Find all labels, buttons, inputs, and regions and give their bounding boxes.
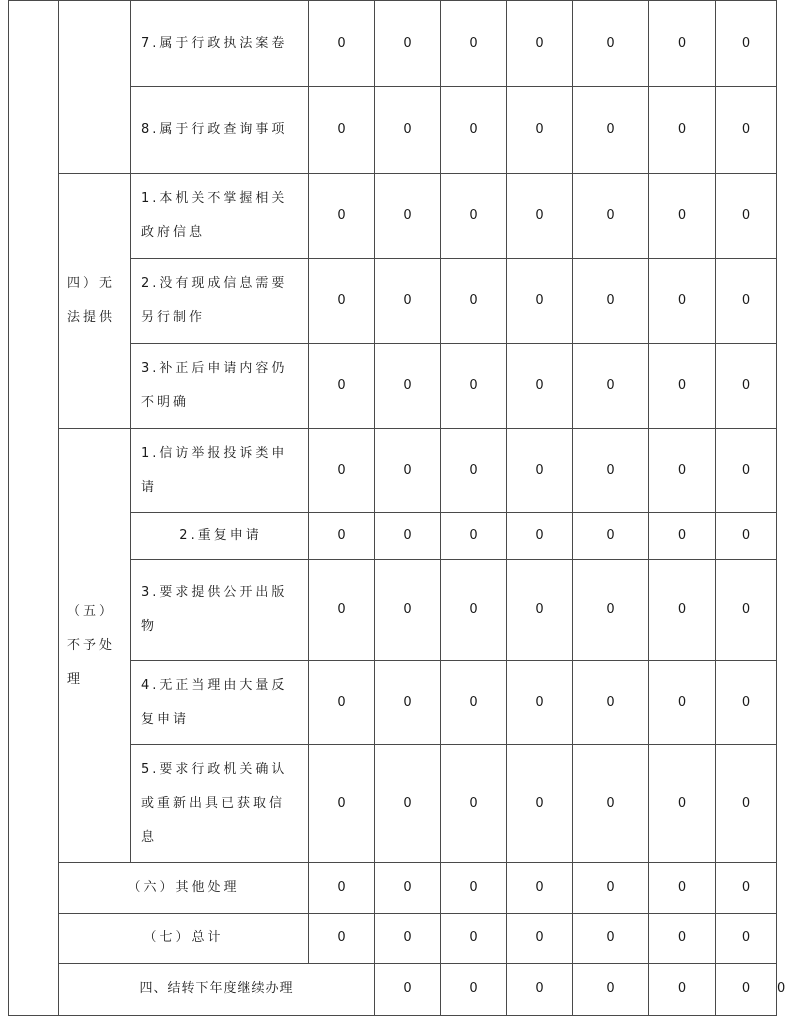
value-cell: 0 xyxy=(507,913,573,963)
value-cell: 0 xyxy=(716,660,777,744)
value-cell: 0 xyxy=(573,513,649,559)
value-cell: 0 xyxy=(309,559,375,660)
value-cell: 0 xyxy=(375,863,441,913)
value-cell: 0 xyxy=(649,87,716,173)
value-cell: 0 xyxy=(716,258,777,343)
value-cell: 0 xyxy=(309,660,375,744)
value-cell: 0 xyxy=(441,429,507,513)
value-cell: 0 xyxy=(309,863,375,913)
value-cell: 0 xyxy=(375,559,441,660)
table-row xyxy=(9,863,777,913)
value-cell: 0 xyxy=(441,745,507,863)
statistics-table xyxy=(8,0,785,1016)
value-cell: 0 xyxy=(309,429,375,513)
value-cell: 0 xyxy=(375,173,441,258)
value-cell: 0 xyxy=(716,87,777,173)
value-cell: 0 xyxy=(441,913,507,963)
row-label: 4.无正当理由大量反复申请 xyxy=(131,660,309,744)
value-cell: 0 xyxy=(375,344,441,429)
row-label: 3.补正后申请内容仍不明确 xyxy=(131,344,309,429)
value-cell: 0 xyxy=(649,863,716,913)
value-cell: 0 xyxy=(573,913,649,963)
value-cell: 0 xyxy=(375,913,441,963)
value-cell: 0 xyxy=(441,344,507,429)
value-cell: 0 xyxy=(441,660,507,744)
table-row xyxy=(9,913,777,963)
value-cell: 0 xyxy=(716,913,777,963)
value-cell: 0 xyxy=(309,745,375,863)
row-label: 1.信访举报投诉类申请 xyxy=(131,429,309,513)
value-cell: 0 xyxy=(573,1,649,87)
group-label-unable-to-provide: 四）无法提供 xyxy=(59,173,131,429)
value-cell: 0 xyxy=(309,913,375,963)
value-cell: 0 xyxy=(573,258,649,343)
value-cell: 0 xyxy=(649,745,716,863)
value-cell: 0 xyxy=(649,559,716,660)
value-cell: 0 xyxy=(507,1,573,87)
row-label: 2.重复申请 xyxy=(131,513,309,559)
value-cell: 0 xyxy=(507,87,573,173)
value-cell: 0 xyxy=(441,963,507,1015)
value-cell: 0 xyxy=(573,660,649,744)
value-cell: 0 xyxy=(716,1,777,87)
value-cell: 0 xyxy=(441,863,507,913)
value-cell: 0 xyxy=(649,660,716,744)
value-cell: 0 xyxy=(507,173,573,258)
value-cell: 0 xyxy=(507,963,573,1015)
value-cell: 0 xyxy=(375,258,441,343)
value-cell: 0 xyxy=(507,258,573,343)
value-cell: 0 xyxy=(649,963,716,1015)
value-cell: 0 xyxy=(573,963,649,1015)
value-cell: 0 xyxy=(441,87,507,173)
table-row xyxy=(9,173,777,258)
value-cell: 0 xyxy=(441,559,507,660)
left-margin-cell xyxy=(9,1,59,1016)
value-cell: 0 xyxy=(507,660,573,744)
value-cell: 0 xyxy=(309,258,375,343)
value-cell: 0 xyxy=(309,344,375,429)
value-cell: 0 xyxy=(716,745,777,863)
value-cell: 0 xyxy=(441,173,507,258)
row-label: 8.属于行政查询事项 xyxy=(131,87,309,173)
table-row xyxy=(9,429,777,513)
value-cell: 0 xyxy=(441,513,507,559)
value-cell: 0 xyxy=(309,87,375,173)
value-cell: 0 xyxy=(507,745,573,863)
row-label-total: （七）总计 xyxy=(59,913,309,963)
value-cell: 0 xyxy=(573,173,649,258)
value-cell: 0 xyxy=(716,429,777,513)
value-cell: 0 xyxy=(375,660,441,744)
value-cell: 0 xyxy=(649,173,716,258)
value-cell: 0 xyxy=(573,863,649,913)
value-cell: 0 xyxy=(573,559,649,660)
value-cell: 0 xyxy=(716,344,777,429)
value-cell: 0 xyxy=(649,258,716,343)
value-cell: 0 xyxy=(375,963,441,1015)
value-cell: 0 xyxy=(716,963,777,1015)
value-cell: 0 xyxy=(309,1,375,87)
row-label: 3.要求提供公开出版物 xyxy=(131,559,309,660)
value-cell: 0 xyxy=(375,87,441,173)
row-label: 1.本机关不掌握相关政府信息 xyxy=(131,173,309,258)
value-cell: 0 xyxy=(573,87,649,173)
row-label-carry-over: 四、结转下年度继续办理 xyxy=(59,963,375,1015)
table-row: 四、结转下年度继续办理 0 0 0 0 0 0 0 xyxy=(9,963,777,1015)
value-cell: 0 xyxy=(716,863,777,913)
value-cell: 0 xyxy=(507,559,573,660)
value-cell: 0 xyxy=(649,344,716,429)
value-cell: 0 xyxy=(375,1,441,87)
value-cell: 0 xyxy=(309,513,375,559)
row-label: 5.要求行政机关确认或重新出具已获取信息 xyxy=(131,745,309,863)
group-label-not-processed: （五）不予处理 xyxy=(59,429,131,863)
value-cell: 0 xyxy=(375,513,441,559)
value-cell: 0 xyxy=(649,913,716,963)
value-cell: 0 xyxy=(573,344,649,429)
value-cell: 0 xyxy=(649,429,716,513)
value-cell: 0 xyxy=(441,258,507,343)
value-cell: 0 xyxy=(573,429,649,513)
value-cell: 0 xyxy=(716,173,777,258)
value-cell: 0 xyxy=(573,745,649,863)
value-cell: 0 xyxy=(716,559,777,660)
row-label-other-processing: （六）其他处理 xyxy=(59,863,309,913)
table-row xyxy=(9,1,777,87)
group-cell-empty xyxy=(59,1,131,174)
row-label: 7.属于行政执法案卷 xyxy=(131,1,309,87)
value-cell: 0 xyxy=(649,1,716,87)
row-label: 2.没有现成信息需要另行制作 xyxy=(131,258,309,343)
value-cell: 0 xyxy=(375,429,441,513)
value-cell: 0 xyxy=(507,429,573,513)
value-cell: 0 xyxy=(507,863,573,913)
value-cell: 0 xyxy=(507,344,573,429)
value-cell: 0 xyxy=(441,1,507,87)
value-cell: 0 xyxy=(507,513,573,559)
value-cell: 0 xyxy=(649,513,716,559)
value-cell: 0 xyxy=(309,173,375,258)
value-cell: 0 xyxy=(375,745,441,863)
value-cell: 0 xyxy=(716,513,777,559)
